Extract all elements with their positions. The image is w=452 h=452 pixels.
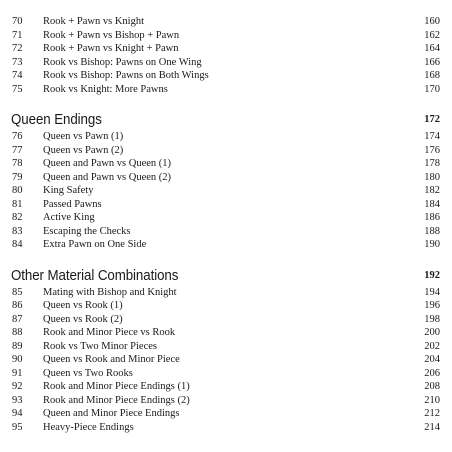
entry-page-number: 178	[424, 158, 440, 169]
entry-page-number: 160	[424, 16, 440, 27]
toc-entry	[0, 341, 452, 353]
entry-page-number: 168	[424, 70, 440, 81]
toc-entry	[0, 131, 452, 143]
entry-page-number: 182	[424, 185, 440, 196]
entry-title: Mating with Bishop and Knight	[43, 286, 177, 298]
toc-entry	[0, 57, 452, 69]
entry-number: 74	[12, 70, 23, 81]
entry-page-number: 214	[424, 421, 440, 433]
entry-number: 79	[12, 171, 23, 183]
entry-page-number: 170	[424, 83, 440, 95]
entry-page-number: 184	[424, 198, 440, 210]
entry-number: 91	[12, 367, 23, 379]
toc-entry	[0, 354, 452, 366]
entry-page-number: 180	[424, 171, 440, 183]
entry-page-number: 210	[424, 394, 440, 406]
entry-number: 73	[12, 56, 23, 68]
toc-entry	[0, 158, 452, 170]
entry-page-number: 176	[424, 144, 440, 156]
entry-title: Active King	[43, 212, 95, 223]
toc-entry	[0, 199, 452, 211]
entry-title: Rook and Minor Piece Endings (2)	[43, 394, 190, 406]
entry-number: 77	[12, 144, 23, 156]
entry-title: Queen vs Pawn (2)	[43, 144, 124, 156]
entry-number: 87	[12, 313, 23, 325]
entry-number: 78	[12, 158, 23, 169]
entry-title: Queen vs Rook (2)	[43, 313, 123, 325]
entry-title: Queen and Pawn vs Queen (2)	[43, 171, 172, 183]
section-page-number: 192	[424, 269, 440, 281]
entry-title: Rook + Pawn vs Bishop + Pawn	[43, 29, 180, 41]
section-title: Queen Endings	[11, 112, 102, 128]
entry-title: Rook vs Bishop: Pawns on Both Wings	[43, 70, 209, 81]
entry-page-number: 202	[424, 340, 440, 352]
entry-number: 88	[12, 327, 23, 338]
entry-page-number: 200	[424, 327, 440, 338]
entry-title: Extra Pawn on One Side	[43, 239, 147, 250]
entry-number: 85	[12, 286, 23, 298]
toc-entry	[0, 395, 452, 407]
entry-number: 71	[12, 29, 23, 41]
toc-entry	[0, 185, 452, 197]
entry-page-number: 190	[424, 239, 440, 250]
section-heading	[0, 267, 452, 285]
entry-title: Heavy-Piece Endings	[43, 421, 134, 433]
entry-number: 81	[12, 198, 23, 210]
section-heading	[0, 111, 452, 129]
entry-title: Queen and Minor Piece Endings	[43, 408, 180, 419]
entry-title: Escaping the Checks	[43, 225, 131, 237]
entry-title: Queen vs Rook (1)	[43, 300, 123, 311]
entry-title: Queen vs Two Rooks	[43, 367, 133, 379]
toc-entry	[0, 30, 452, 42]
entry-number: 93	[12, 394, 23, 406]
entry-page-number: 188	[424, 225, 440, 237]
entry-number: 90	[12, 354, 23, 365]
toc-entry	[0, 70, 452, 82]
entry-title: Rook and Minor Piece Endings (1)	[43, 381, 190, 392]
entry-number: 95	[12, 421, 23, 433]
toc-entry	[0, 408, 452, 420]
entry-number: 82	[12, 212, 23, 223]
entry-number: 75	[12, 83, 23, 95]
toc-entry	[0, 327, 452, 339]
entry-page-number: 194	[424, 286, 440, 298]
entry-title: Rook + Pawn vs Knight	[43, 16, 145, 27]
entry-number: 84	[12, 239, 23, 250]
section-page-number: 172	[424, 114, 440, 125]
entry-title: Queen and Pawn vs Queen (1)	[43, 158, 172, 169]
toc-entry	[0, 300, 452, 312]
entry-page-number: 206	[424, 367, 440, 379]
toc-entry	[0, 43, 452, 55]
toc-entry	[0, 84, 452, 96]
entry-number: 86	[12, 300, 23, 311]
toc-entry	[0, 16, 452, 28]
entry-title: Rook vs Two Minor Pieces	[43, 340, 157, 352]
toc-entry	[0, 212, 452, 224]
toc-entry	[0, 422, 452, 434]
entry-page-number: 208	[424, 381, 440, 392]
entry-page-number: 164	[424, 43, 440, 54]
toc-entry	[0, 226, 452, 238]
entry-page-number: 204	[424, 354, 440, 365]
entry-title: Rook and Minor Piece vs Rook	[43, 327, 176, 338]
entry-title: Rook vs Knight: More Pawns	[43, 83, 168, 95]
entry-page-number: 186	[424, 212, 440, 223]
toc-entry	[0, 314, 452, 326]
entry-page-number: 174	[424, 131, 440, 142]
entry-number: 70	[12, 16, 23, 27]
entry-title: Rook vs Bishop: Pawns on One Wing	[43, 56, 202, 68]
toc-entry	[0, 145, 452, 157]
entry-title: Queen vs Pawn (1)	[43, 131, 124, 142]
entry-number: 94	[12, 408, 23, 419]
entry-page-number: 198	[424, 313, 440, 325]
entry-page-number: 196	[424, 300, 440, 311]
toc-entry	[0, 368, 452, 380]
toc-entry	[0, 239, 452, 251]
entry-title: King Safety	[43, 185, 94, 196]
toc-entry	[0, 381, 452, 393]
entry-page-number: 166	[424, 56, 440, 68]
section-title: Other Material Combinations	[11, 267, 179, 284]
entry-number: 83	[12, 225, 23, 237]
entry-number: 80	[12, 185, 23, 196]
toc-entry	[0, 172, 452, 184]
entry-title: Passed Pawns	[43, 198, 102, 210]
entry-page-number: 162	[424, 29, 440, 41]
entry-number: 72	[12, 43, 23, 54]
entry-number: 92	[12, 381, 23, 392]
entry-number: 76	[12, 131, 23, 142]
entry-title: Rook + Pawn vs Knight + Pawn	[43, 43, 179, 54]
entry-page-number: 212	[424, 408, 440, 419]
toc-entry	[0, 287, 452, 299]
entry-title: Queen vs Rook and Minor Piece	[43, 354, 180, 365]
entry-number: 89	[12, 340, 23, 352]
